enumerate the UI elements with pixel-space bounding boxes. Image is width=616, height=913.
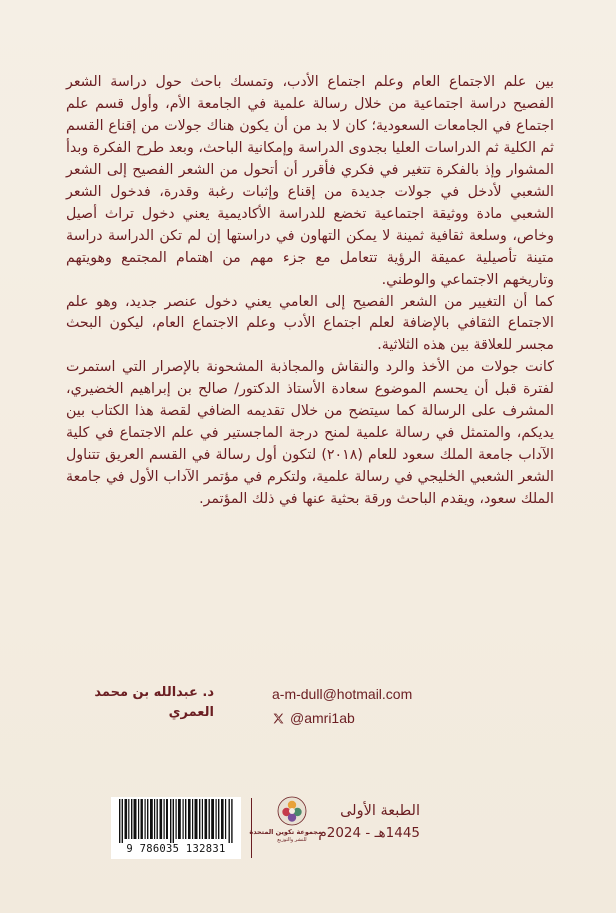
edition-info: [318, 800, 420, 844]
synopsis-paragraph-1: بين علم الاجتماع العام وعلم اجتماع الأدب، وتمسك باحث حول دراسة الشعر الفصيح دراسة اجتماعية من خلال رسالة علمية في الجامعة الأم، وأول قسم علم اجتماع في الجامعات السعودية؛ كان لا بد من أن يكون هناك جولات من إقناع القسم ثم الكلية ثم الدراسات العليا بجدوى الدراسة وإمكانية الباحث، وبعد طرح الفكرة وبدأ المشوار وإذ بالفكرة تتغير في فكري فأقرر أن أتحول من الشعر الفصيح إلى الشعر الشعبي لأدخل في جولات جديدة من إقناع وإثبات رغبة وقدرة، فدخول الشعر الشعبي مادة ووثيقة اجتماعية تخضع للدراسة الأكاديمية يعني دخول تراث أصيل وخاص، وسلعة ثقافية ثمينة لا يمكن التهاون في دراستها إن لم تكن الدراسة دراسة متينة تأصيلية عميقة الرؤية تتعامل مع جزء مهم من اهتمام المجتمع وهويتهم وتاريخهم الاجتماعي والوطني.: [66, 74, 554, 288]
publisher-logo: [249, 796, 322, 860]
synopsis-paragraph-2: كما أن التغيير من الشعر الفصيح إلى العامي يعني دخول عنصر جديد، وهو علم الاجتماع الثقافي بالإضافة لعلم اجتماع الأدب وعلم الاجتماع العام، ليكون البحث مجسر للعلاقة بين هذه الثلاثية.: [66, 293, 554, 354]
author-name: د. عبدالله بن محمد العمري: [94, 685, 214, 720]
isbn-number: 9 786035 132831: [126, 843, 226, 855]
edition-year: 1445هـ - 2024م: [318, 825, 420, 841]
synopsis-text: [66, 72, 554, 511]
x-logo-icon: [272, 712, 285, 725]
twitter-row: [272, 706, 432, 730]
email-row: [272, 682, 432, 706]
barcode-icon: [117, 799, 235, 843]
publisher-name: مجموعة تكوين المتحدة: [249, 828, 322, 836]
publisher-emblem-icon: [277, 796, 307, 826]
edition-label: الطبعة الأولى: [340, 803, 420, 819]
synopsis-paragraph-3: كانت جولات من الأخذ والرد والنقاش والمجاذبة المشحونة بالإصرار التي استمرت لفترة قبل أن يحسم الموضوع سعادة الأستاذ الدكتور/ صالح بن إبراهيم الخضيري، المشرف على الرسالة كما سيتضح من خلال تقديمه الضافي لقصة هذا الكتاب بين يديكم، والمتمثل في رسالة علمية لمنح درجة الماجستير في علم الاجتماع في كلية الآداب جامعة الملك سعود للعام (٢٠١٨) لتكون أول رسالة في القسم العريق تتناول الشعر الشعبي الخليجي في رسالة علمية، ولتكرم في مؤتمر الآداب الأول في جامعة الملك سعود، ويقدم الباحث ورقة بحثية عنها في ذلك المؤتمر.: [66, 359, 554, 508]
isbn-barcode: [111, 797, 241, 859]
twitter-handle: @amri1ab: [290, 710, 355, 726]
contact-info: [272, 682, 432, 730]
email-address: a-m-dull@hotmail.com: [272, 686, 413, 702]
publisher-tagline: للنشر والتوزيع: [277, 837, 307, 843]
